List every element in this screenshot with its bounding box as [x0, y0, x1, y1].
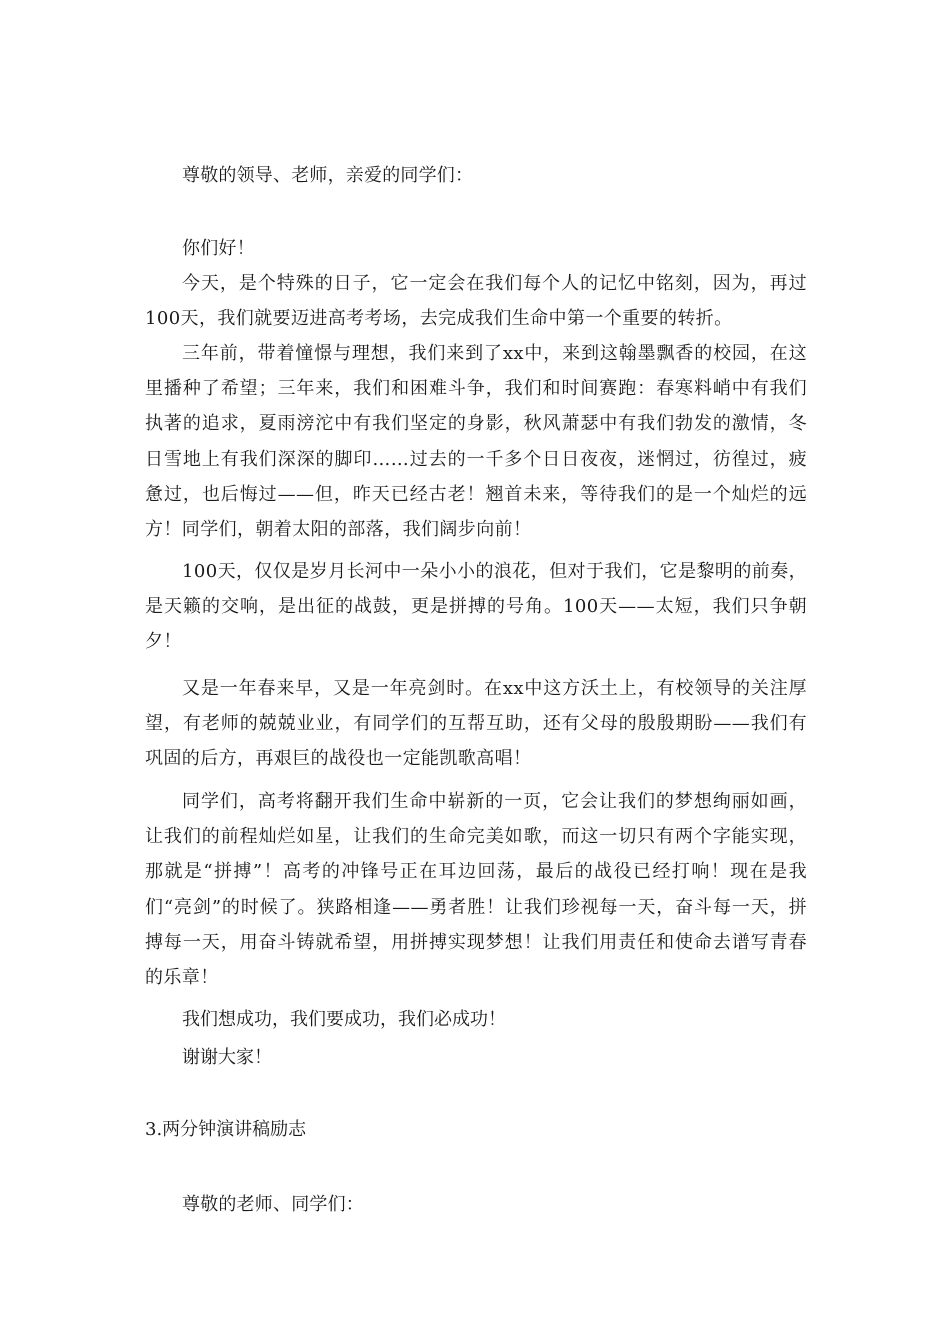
body-paragraph-5: 同学们，高考将翻开我们生命中崭新的一页，它会让我们的梦想绚丽如画，让我们的前程灿烂如星，让我们的生命完美如歌，而这一切只有两个字能实现，那就是“拼搏”！高考的冲锋号正在耳边回荡，最后的战役已经打响！现在是我们“亮剑”的时候了。狭路相逢——勇者胜！让我们珍视每一天，奋斗每一天，拼搏每一天，用奋斗铸就希望，用拼搏实现梦想！让我们用责任和使命去谱写青春的乐章！	[145, 791, 807, 989]
body-paragraph-1: 今天，是个特殊的日子，它一定会在我们每个人的记忆中铭刻，因为，再过100天，我们就要迈进高考考场，去完成我们生命中第一个重要的转折。	[145, 273, 807, 330]
speech-greeting: 你们好！	[182, 238, 255, 259]
body-paragraph-3: 100天，仅仅是岁月长河中一朵小小的浪花，但对于我们，它是黎明的前奏，是天籁的交响，是出征的战鼓，更是拼搏的号角。100天——太短，我们只争朝夕！	[145, 561, 807, 653]
section-heading: 3.两分钟演讲稿励志	[145, 1119, 307, 1140]
speech-salutation: 尊敬的领导、老师，亲爱的同学们：	[182, 165, 474, 186]
body-paragraph-2: 三年前，带着憧憬与理想，我们来到了xx中，来到这翰墨飘香的校园，在这里播种了希望；三年来，我们和困难斗争，我们和时间赛跑：春寒料峭中有我们执著的追求，夏雨滂沱中有我们坚定的身影，秋风萧瑟中有我们勃发的激情，冬日雪地上有我们深深的脚印……过去的一千多个日日夜夜，迷惘过，彷徨过，疲惫过，也后悔过——但，昨天已经古老！翘首未来，等待我们的是一个灿烂的远方！同学们，朝着太阳的部落，我们阔步向前！	[145, 343, 807, 541]
closing-line-2: 谢谢大家！	[182, 1047, 272, 1068]
body-paragraph-4: 又是一年春来早，又是一年亮剑时。在xx中这方沃土上，有校领导的关注厚望，有老师的兢兢业业，有同学们的互帮互助，还有父母的殷殷期盼——我们有巩固的后方，再艰巨的战役也一定能凯歌高唱！	[145, 678, 807, 770]
section-salutation: 尊敬的老师、同学们：	[182, 1194, 364, 1215]
closing-line-1: 我们想成功，我们要成功，我们必成功！	[182, 1009, 506, 1030]
